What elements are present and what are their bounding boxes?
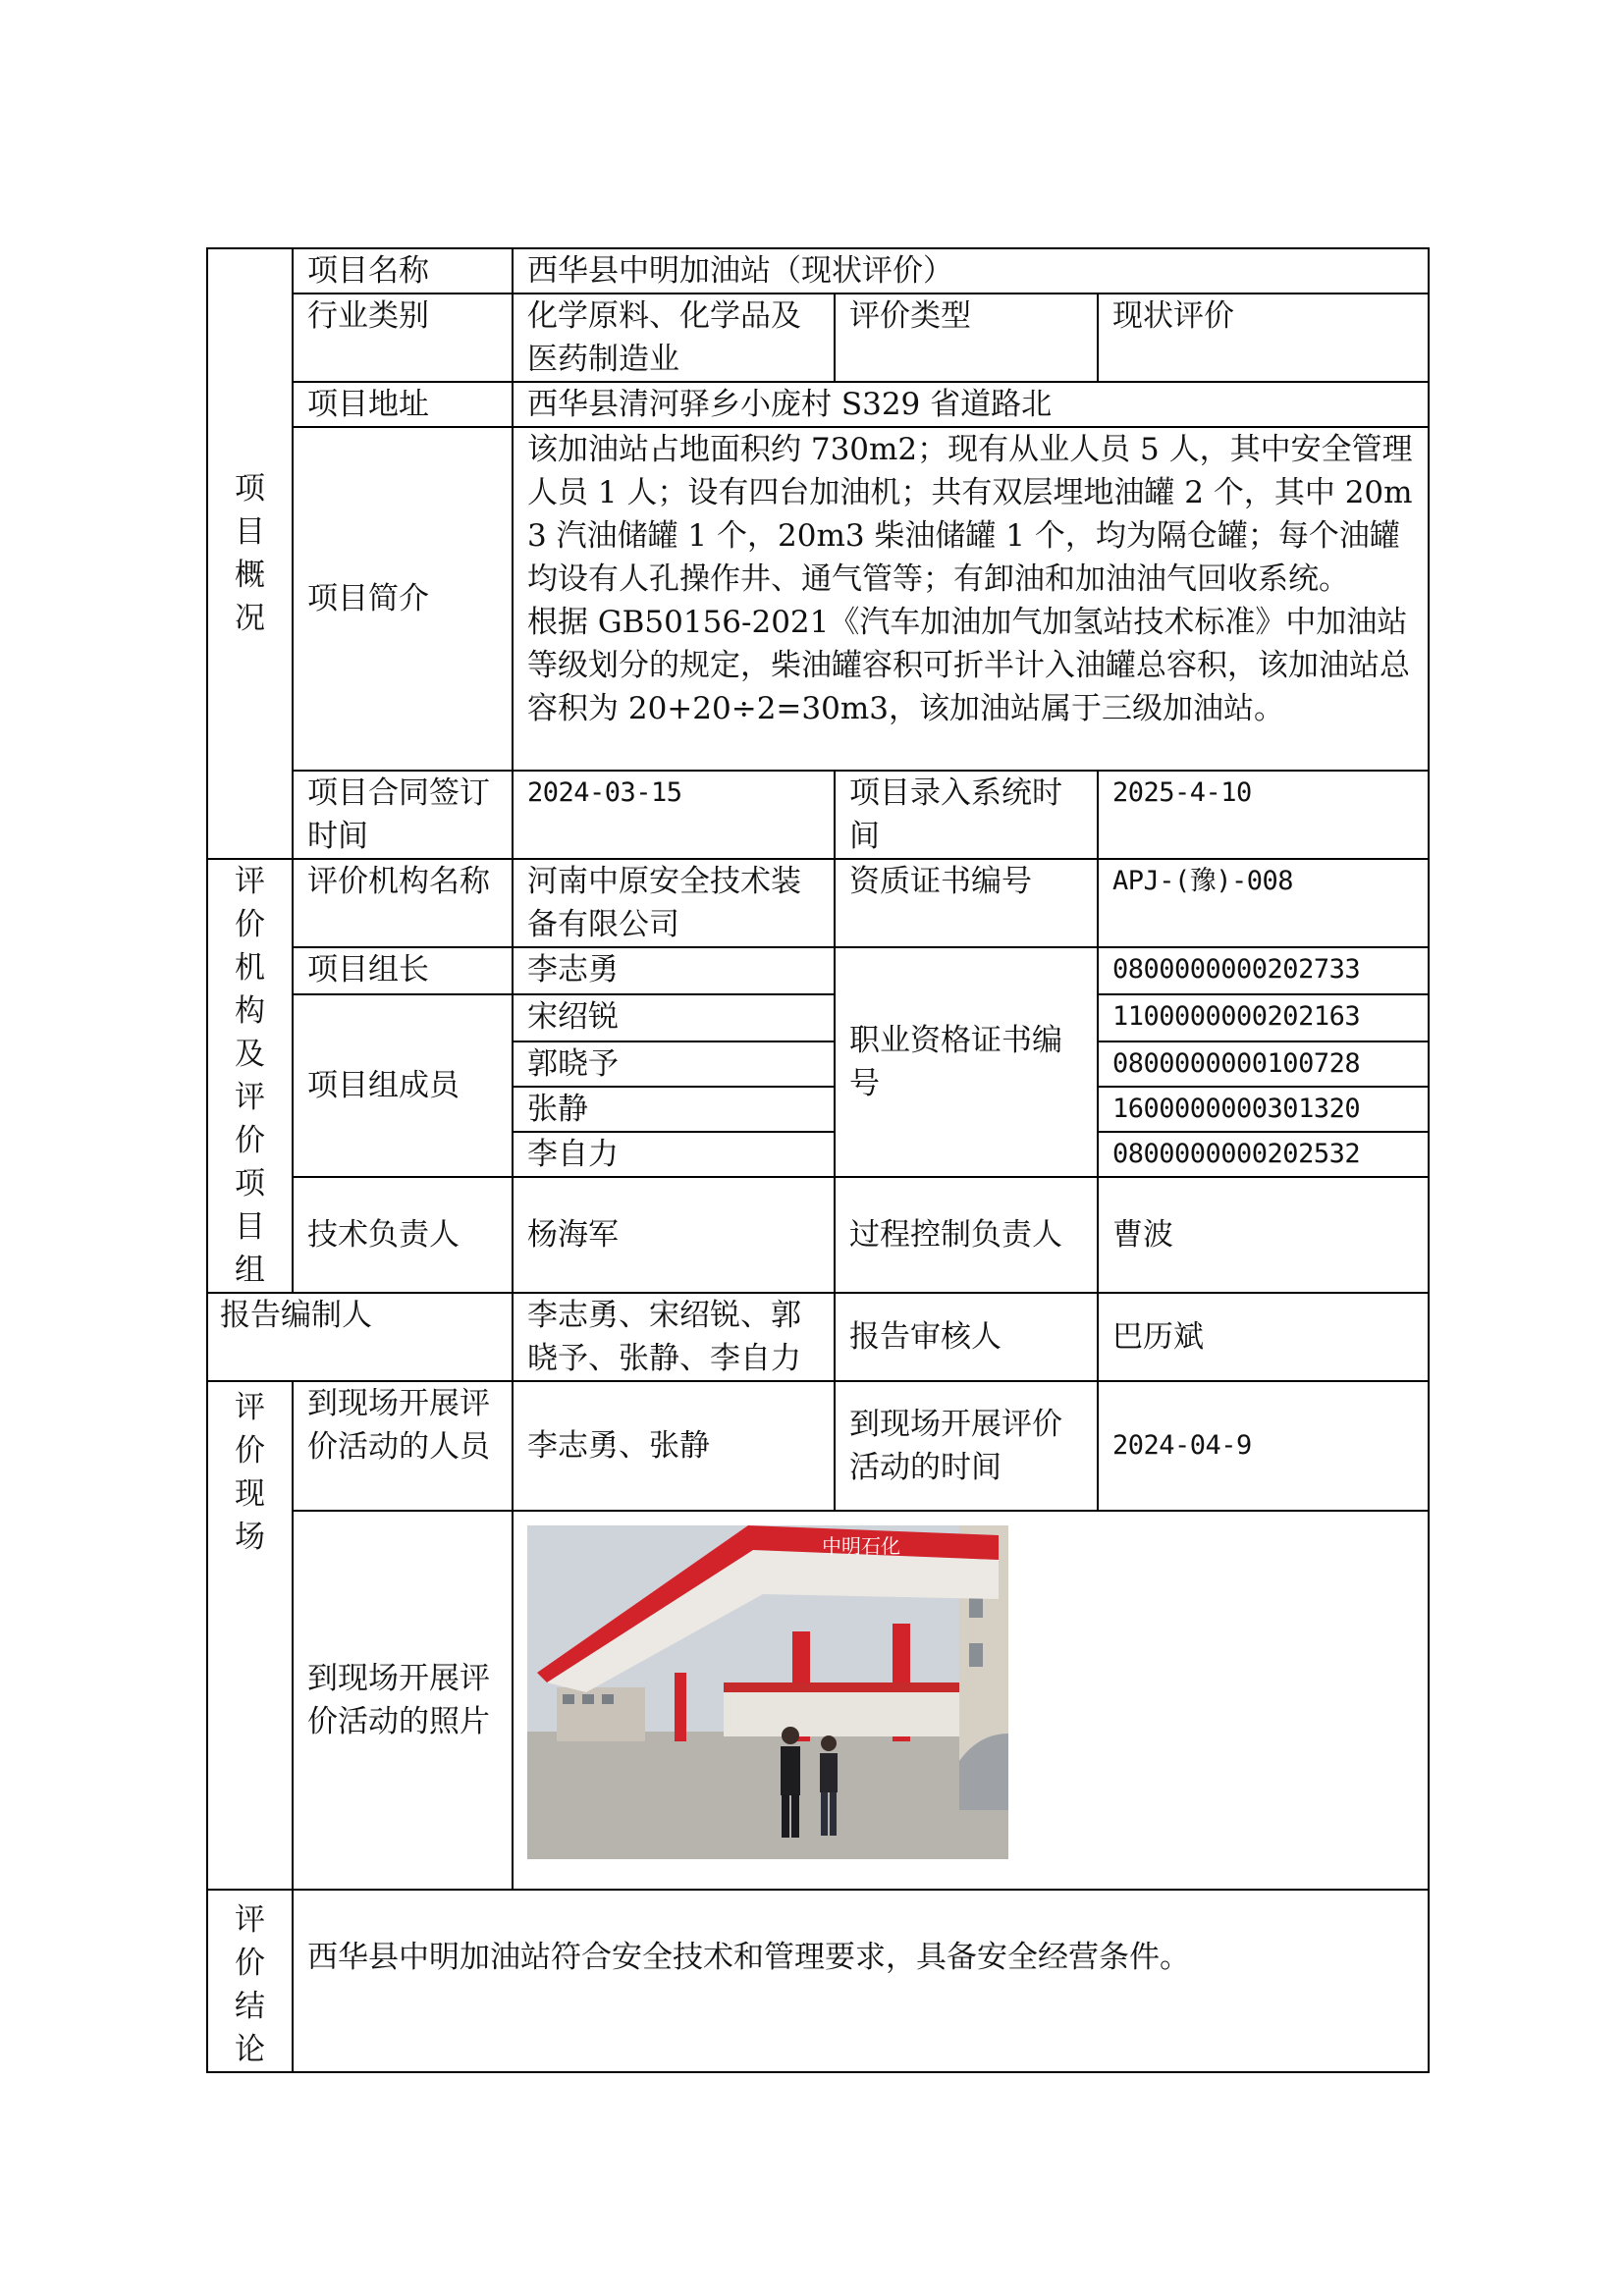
site-people-label: 到现场开展评价活动的人员 [293,1381,513,1511]
industry-label: 行业类别 [293,294,513,382]
member-name: 张静 [513,1087,835,1132]
contract-date-value: 2024-03-15 [513,771,835,859]
member-name: 李自力 [513,1132,835,1177]
site-photo-label: 到现场开展评价活动的照片 [293,1511,513,1890]
entry-date-label: 项目录入系统时间 [835,771,1098,859]
cert-no-label: 资质证书编号 [835,859,1098,947]
entry-date-value: 2025-4-10 [1098,771,1429,859]
section-overview [207,248,293,859]
section-conclusion [207,1890,293,2072]
industry-value: 化学原料、化学品及医药制造业 [513,294,835,382]
site-photo [527,1525,1008,1859]
section-site-label: 评价现场 [235,1390,265,1555]
member-cert: 0800000000100728 [1098,1041,1429,1087]
section-site [207,1381,293,1890]
address-value: 西华县清河驿乡小庞村 S329 省道路北 [513,382,1429,427]
tech-lead-value: 杨海军 [513,1177,835,1293]
member-name: 宋绍锐 [513,994,835,1041]
member-cert: 0800000000202532 [1098,1132,1429,1177]
project-name-label: 项目名称 [293,248,513,294]
report-reviewer-value: 巴历斌 [1098,1293,1429,1381]
process-lead-value: 曹波 [1098,1177,1429,1293]
gas-station-photo [527,1525,1008,1859]
section-org-label: 评价机构及评价项目组 [235,864,265,1288]
site-photo-cell [513,1511,1429,1890]
site-time-value: 2024-04-9 [1098,1381,1429,1511]
report-author-label: 报告编制人 [207,1293,513,1381]
address-label: 项目地址 [293,382,513,427]
qual-cert-label: 职业资格证书编号 [835,947,1098,1177]
member-cert: 1100000000202163 [1098,994,1429,1041]
process-lead-label: 过程控制负责人 [835,1177,1098,1293]
intro-label: 项目简介 [293,427,513,771]
canopy-sign: 中明石化 [822,1534,900,1558]
leader-label: 项目组长 [293,947,513,994]
contract-date-label: 项目合同签订时间 [293,771,513,859]
leader-name: 李志勇 [513,947,835,994]
members-label: 项目组成员 [293,994,513,1177]
section-conclusion-label: 评价结论 [235,1902,265,2067]
intro-paragraph-2: 根据 GB50156-2021《汽车加油加气加氢站技术标准》中加油站等级划分的规定，柴油罐容积可折半计入油罐总容积，该加油站总容积为 20+20÷2=30m3，该加油站属于三级加油站。 [527,605,1410,726]
site-people-value: 李志勇、张静 [513,1381,835,1511]
intro-value [513,427,1429,771]
tech-lead-label: 技术负责人 [293,1177,513,1293]
project-name-value: 西华县中明加油站（现状评价） [513,248,1429,294]
cert-no-value: APJ-(豫)-008 [1098,859,1429,947]
intro-paragraph-1: 该加油站占地面积约 730m2；现有从业人员 5 人，其中安全管理人员 1 人；设有四台加油机；共有双层埋地油罐 2 个，其中 20m3 汽油储罐 1 个，20m3 柴油储罐 1 个，均为隔仓罐；每个油罐均设有人孔操作井、通气管等；有卸油和加油油气回收系统。 [527,432,1413,597]
section-org [207,859,293,1293]
eval-type-label: 评价类型 [835,294,1098,382]
section-overview-label: 项目概况 [235,471,265,636]
site-time-label: 到现场开展评价活动的时间 [835,1381,1098,1511]
evaluation-info-table [206,247,1430,2073]
report-reviewer-label: 报告审核人 [835,1293,1098,1381]
member-name: 郭晓予 [513,1041,835,1087]
member-cert: 1600000000301320 [1098,1087,1429,1132]
conclusion-text: 西华县中明加油站符合安全技术和管理要求，具备安全经营条件。 [293,1890,1429,2072]
org-name-label: 评价机构名称 [293,859,513,947]
org-name-value: 河南中原安全技术装备有限公司 [513,859,835,947]
eval-type-value: 现状评价 [1098,294,1429,382]
report-author-value: 李志勇、宋绍锐、郭晓予、张静、李自力 [513,1293,835,1381]
leader-cert: 0800000000202733 [1098,947,1429,994]
